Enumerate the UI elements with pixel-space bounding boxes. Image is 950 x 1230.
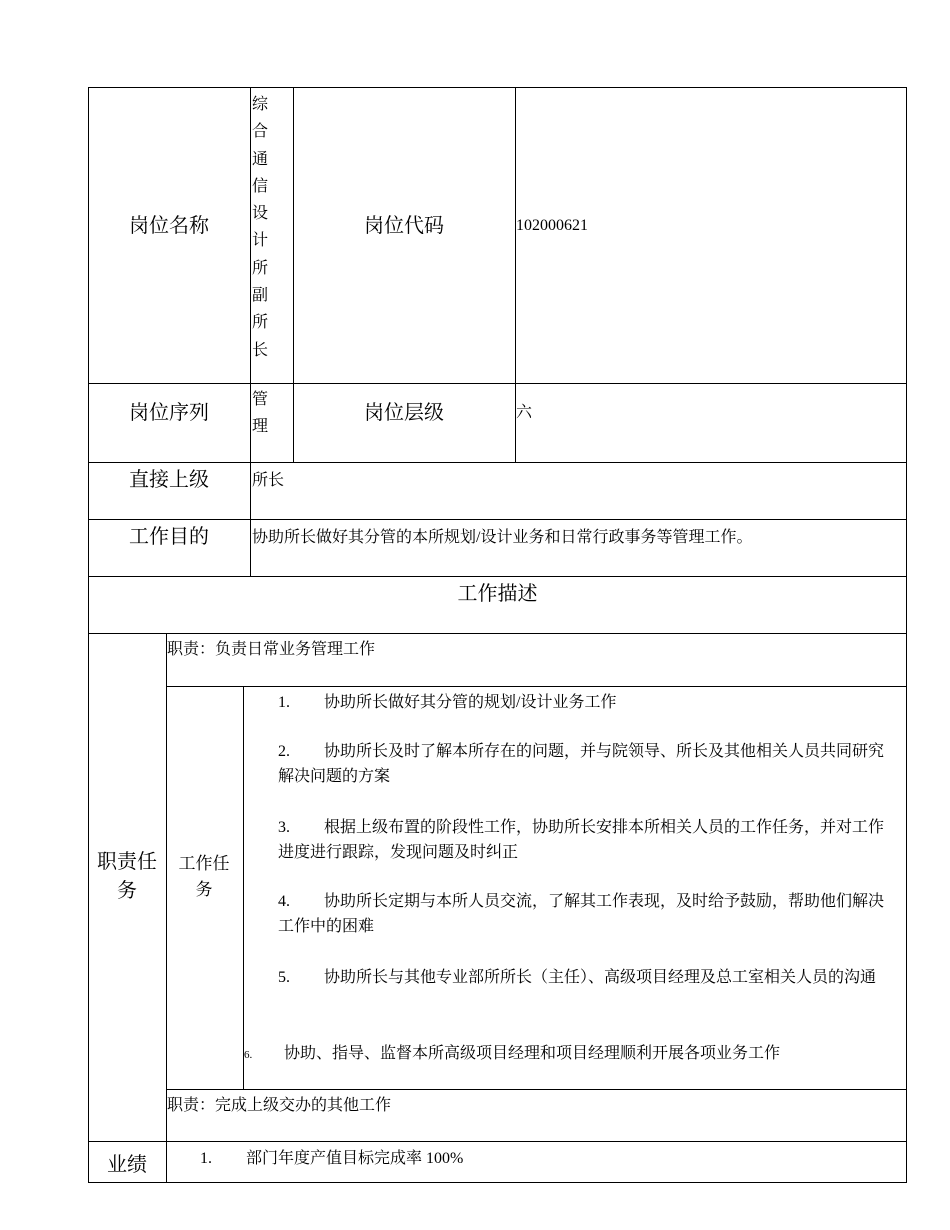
- position-name-value: 综合通信设计所副所长: [252, 96, 269, 359]
- task-text: 协助、指导、监督本所高级项目经理和项目经理顺利开展各项业务工作: [284, 1045, 781, 1062]
- position-name-label: 岗位名称: [129, 215, 209, 237]
- position-level-value: 六: [516, 404, 533, 421]
- grid-line: [88, 576, 907, 577]
- task-text: 协助所长及时了解本所存在的问题，并与院领导、所长及其他相关人员共同研究解决问题的方案: [278, 743, 885, 785]
- position-series-value: 管理: [252, 391, 269, 436]
- task-item: [244, 1041, 780, 1068]
- position-level-label: 岗位层级: [364, 402, 444, 424]
- task-item: [278, 815, 884, 865]
- task-item: [278, 889, 884, 939]
- grid-line: [88, 1141, 907, 1142]
- work-description-heading: 工作描述: [457, 583, 538, 605]
- grid-line: [88, 87, 89, 1183]
- task-number: 3.: [278, 819, 290, 836]
- task-number: 5.: [278, 969, 290, 986]
- task-item: [278, 690, 884, 715]
- task-text: 协助所长与其他专业部所所长（主任）、高级项目经理及总工室相关人员的沟通: [324, 969, 877, 986]
- duty-2: 职责：完成上级交办的其他工作: [167, 1097, 392, 1114]
- task-number: 2.: [278, 743, 290, 760]
- grid-line: [88, 462, 907, 463]
- grid-line: [88, 519, 907, 520]
- superior-value: 所长: [252, 472, 285, 489]
- grid-line: [88, 633, 907, 634]
- grid-line: [88, 383, 907, 384]
- grid-line: [88, 1182, 907, 1183]
- grid-line: [906, 87, 907, 1183]
- purpose-label: 工作目的: [129, 526, 209, 548]
- purpose-value: 协助所长做好其分管的本所规划/设计业务和日常行政事务等管理工作。: [252, 529, 753, 546]
- performance-text: 部门年度产值目标完成率 100%: [246, 1150, 464, 1167]
- duties-label: 职责任务: [97, 851, 157, 902]
- task-item: [278, 965, 884, 990]
- superior-label: 直接上级: [129, 469, 209, 491]
- performance-item: [200, 1145, 463, 1172]
- grid-line: [166, 1089, 907, 1090]
- performance-number: 1.: [200, 1150, 212, 1167]
- position-series-label: 岗位序列: [129, 402, 209, 424]
- task-text: 协助所长定期与本所人员交流，了解其工作表现，及时给予鼓励，帮助他们解决工作中的困难: [278, 893, 885, 935]
- grid-line: [243, 686, 244, 1090]
- performance-label: 业绩: [107, 1154, 147, 1176]
- position-code-label: 岗位代码: [364, 215, 444, 237]
- task-number: 1.: [278, 694, 290, 711]
- tasks-label: 工作任务: [178, 854, 230, 899]
- grid-line: [166, 686, 907, 687]
- duty-1: 职责：负责日常业务管理工作: [167, 641, 376, 658]
- grid-line: [88, 87, 907, 88]
- position-code-value: 102000621: [516, 217, 588, 234]
- task-number: 6.: [244, 1049, 253, 1061]
- task-item: [278, 739, 884, 789]
- task-text: 根据上级布置的阶段性工作，协助所长安排本所相关人员的工作任务，并对工作进度进行跟踪，发现问题及时纠正: [278, 819, 885, 861]
- task-number: 4.: [278, 893, 290, 910]
- task-text: 协助所长做好其分管的规划/设计业务工作: [324, 694, 617, 711]
